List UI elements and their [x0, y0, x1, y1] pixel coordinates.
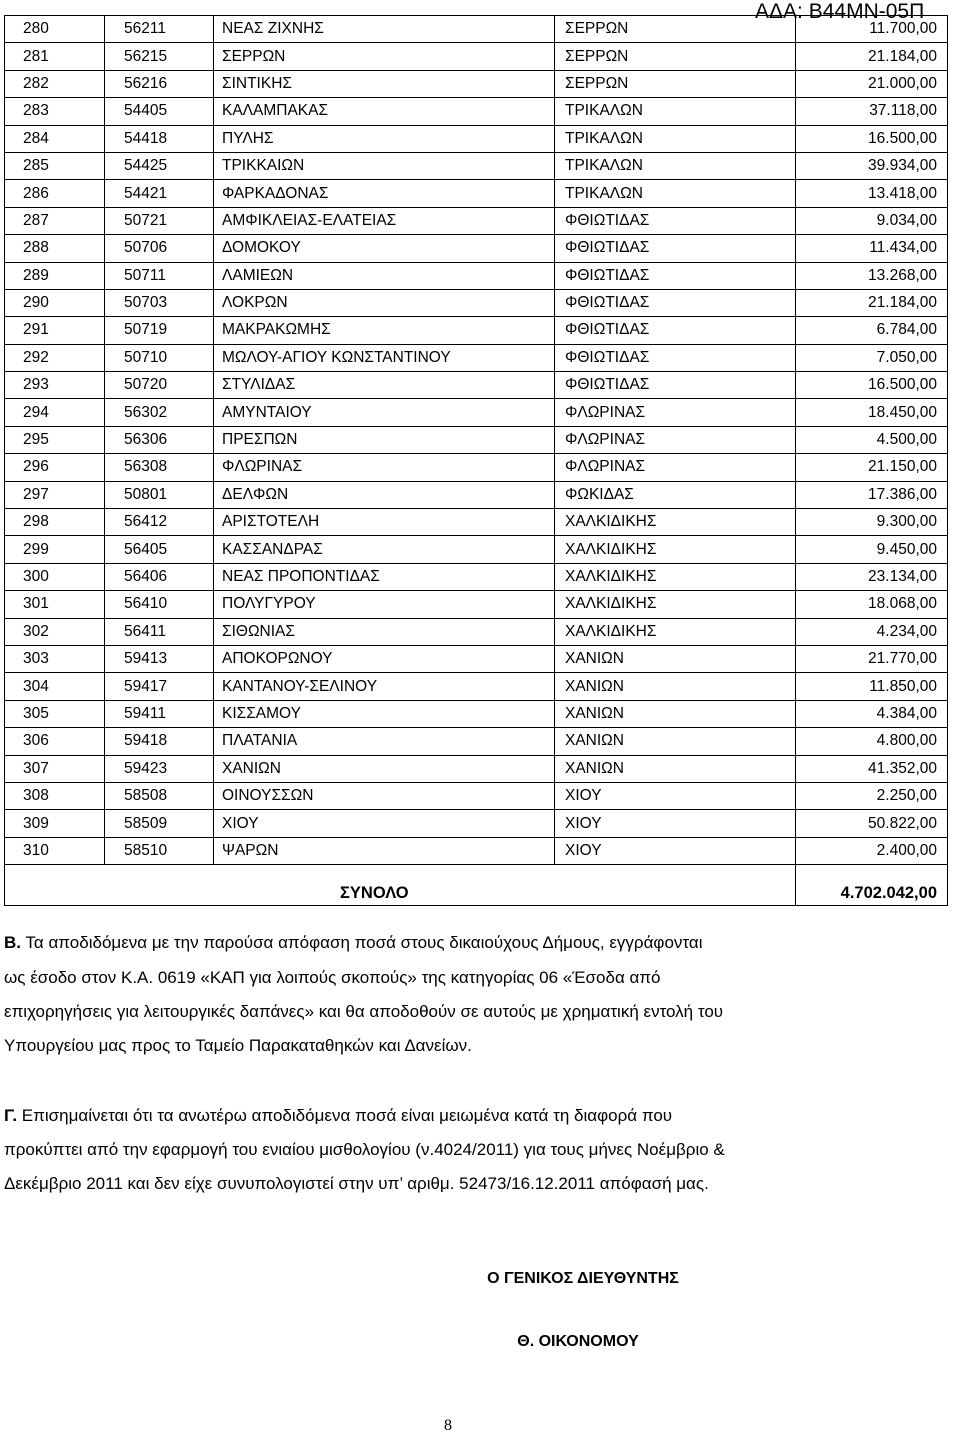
amount: 21.184,00 [796, 43, 948, 70]
paragraph-b-letter: Β. [4, 933, 21, 952]
amount: 50.822,00 [796, 810, 948, 837]
row-number: 292 [5, 344, 105, 371]
municipality-name: ΑΠΟΚΟΡΩΝΟΥ [214, 645, 555, 672]
signature-title: Ο ΓΕΝΙΚΟΣ ΔΙΕΥΘΥΝΤΗΣ [487, 1270, 679, 1287]
municipality-name: ΚΑΝΤΑΝΟΥ-ΣΕΛΙΝΟΥ [214, 673, 555, 700]
amount: 13.268,00 [796, 262, 948, 289]
prefecture-name: ΦΩΚΙΔΑΣ [555, 481, 796, 508]
amount: 16.500,00 [796, 372, 948, 399]
prefecture-name: ΧΙΟΥ [555, 782, 796, 809]
prefecture-name: ΧΑΛΚΙΔΙΚΗΣ [555, 618, 796, 645]
municipality-code: 56216 [105, 70, 214, 97]
prefecture-name: ΧΙΟΥ [555, 810, 796, 837]
paragraph-b-line-1: Τα αποδιδόμενα με την παρούσα απόφαση ποσά στους δικαιούχους Δήμους, εγγράφονται [21, 933, 703, 952]
amount: 41.352,00 [796, 755, 948, 782]
amount: 2.400,00 [796, 837, 948, 864]
municipality-code: 59418 [105, 728, 214, 755]
municipality-name: ΛΟΚΡΩΝ [214, 289, 555, 316]
municipality-code: 59417 [105, 673, 214, 700]
amount: 2.250,00 [796, 782, 948, 809]
table-row [5, 16, 948, 43]
municipality-name: ΔΟΜΟΚΟΥ [214, 235, 555, 262]
row-number: 290 [5, 289, 105, 316]
row-number: 304 [5, 673, 105, 700]
municipality-name: ΚΑΛΑΜΠΑΚΑΣ [214, 98, 555, 125]
table-row [5, 152, 948, 179]
municipality-name: ΑΜΦΙΚΛΕΙΑΣ-ΕΛΑΤΕΙΑΣ [214, 207, 555, 234]
municipality-code: 56211 [105, 16, 214, 43]
row-number: 302 [5, 618, 105, 645]
total-label: ΣΥΝΟΛΟ [5, 865, 796, 906]
prefecture-name: ΦΛΩΡΙΝΑΣ [555, 399, 796, 426]
table-row [5, 810, 948, 837]
row-number: 305 [5, 700, 105, 727]
paragraph-b-line-3: επιχορηγήσεις για λειτουργικές δαπάνες» και θα αποδοθούν σε αυτούς με χρηματική εντολή του [4, 1002, 724, 1021]
amount: 16.500,00 [796, 125, 948, 152]
table-row [5, 70, 948, 97]
prefecture-name: ΧΙΟΥ [555, 837, 796, 864]
prefecture-name: ΣΕΡΡΩΝ [555, 16, 796, 43]
row-number: 307 [5, 755, 105, 782]
table-row [5, 454, 948, 481]
signature-name: Θ. ΟΙΚΟΝΟΜΟΥ [517, 1333, 639, 1350]
table-row [5, 98, 948, 125]
table-row [5, 673, 948, 700]
table-row [5, 618, 948, 645]
row-number: 295 [5, 426, 105, 453]
municipality-code: 50801 [105, 481, 214, 508]
municipality-code: 58508 [105, 782, 214, 809]
row-number: 294 [5, 399, 105, 426]
table-row [5, 782, 948, 809]
amount: 21.000,00 [796, 70, 948, 97]
paragraph-b-line-4: Υπουργείου μας προς το Ταμείο Παρακαταθηκών και Δανείων. [4, 1036, 472, 1055]
row-number: 282 [5, 70, 105, 97]
municipality-name: ΨΑΡΩΝ [214, 837, 555, 864]
paragraph-b [4, 926, 904, 1063]
paragraph-g-line-1: Επισημαίνεται ότι τα ανωτέρω αποδιδόμενα ποσά είναι μειωμένα κατά τη διαφορά που [17, 1106, 673, 1125]
prefecture-name: ΧΑΝΙΩΝ [555, 673, 796, 700]
municipality-code: 58509 [105, 810, 214, 837]
municipality-code: 56308 [105, 454, 214, 481]
municipality-code: 50706 [105, 235, 214, 262]
paragraph-g-line-2: προκύπτει από την εφαρμογή του ενιαίου μισθολογίου (ν.4024/2011) για τους μήνες Νοέμβριο & [4, 1140, 725, 1159]
municipality-name: ΠΡΕΣΠΩΝ [214, 426, 555, 453]
amount: 21.150,00 [796, 454, 948, 481]
row-number: 296 [5, 454, 105, 481]
allocation-table-body [5, 16, 948, 865]
prefecture-name: ΧΑΝΙΩΝ [555, 700, 796, 727]
municipality-code: 50703 [105, 289, 214, 316]
amount: 11.434,00 [796, 235, 948, 262]
row-number: 306 [5, 728, 105, 755]
table-row [5, 426, 948, 453]
row-number: 289 [5, 262, 105, 289]
row-number: 299 [5, 536, 105, 563]
amount: 23.134,00 [796, 563, 948, 590]
table-row [5, 235, 948, 262]
municipality-code: 50710 [105, 344, 214, 371]
municipality-name: ΚΑΣΣΑΝΔΡΑΣ [214, 536, 555, 563]
amount: 11.700,00 [796, 16, 948, 43]
row-number: 297 [5, 481, 105, 508]
municipality-name: ΟΙΝΟΥΣΣΩΝ [214, 782, 555, 809]
municipality-name: ΦΑΡΚΑΔΟΝΑΣ [214, 180, 555, 207]
prefecture-name: ΧΑΛΚΙΔΙΚΗΣ [555, 563, 796, 590]
municipality-code: 59411 [105, 700, 214, 727]
prefecture-name: ΣΕΡΡΩΝ [555, 43, 796, 70]
municipality-code: 54418 [105, 125, 214, 152]
total-amount: 4.702.042,00 [796, 865, 948, 906]
paragraph-g-letter: Γ. [4, 1106, 18, 1125]
table-row [5, 289, 948, 316]
prefecture-name: ΦΘΙΩΤΙΔΑΣ [555, 372, 796, 399]
municipality-code: 56306 [105, 426, 214, 453]
municipality-name: ΚΙΣΣΑΜΟΥ [214, 700, 555, 727]
amount: 6.784,00 [796, 317, 948, 344]
municipality-code: 50711 [105, 262, 214, 289]
prefecture-name: ΧΑΛΚΙΔΙΚΗΣ [555, 536, 796, 563]
table-row [5, 536, 948, 563]
prefecture-name: ΣΕΡΡΩΝ [555, 70, 796, 97]
paragraph-g [4, 1099, 904, 1201]
municipality-name: ΑΡΙΣΤΟΤΕΛΗ [214, 509, 555, 536]
prefecture-name: ΦΘΙΩΤΙΔΑΣ [555, 235, 796, 262]
amount: 37.118,00 [796, 98, 948, 125]
municipality-name: ΠΥΛΗΣ [214, 125, 555, 152]
total-row [5, 865, 948, 906]
amount: 21.184,00 [796, 289, 948, 316]
amount: 18.450,00 [796, 399, 948, 426]
prefecture-name: ΤΡΙΚΑΛΩΝ [555, 125, 796, 152]
amount: 4.500,00 [796, 426, 948, 453]
row-number: 308 [5, 782, 105, 809]
municipality-code: 54405 [105, 98, 214, 125]
row-number: 301 [5, 591, 105, 618]
prefecture-name: ΦΛΩΡΙΝΑΣ [555, 426, 796, 453]
amount: 4.800,00 [796, 728, 948, 755]
municipality-name: ΧΑΝΙΩΝ [214, 755, 555, 782]
municipality-code: 59423 [105, 755, 214, 782]
table-row [5, 399, 948, 426]
table-row [5, 645, 948, 672]
municipality-name: ΝΕΑΣ ΠΡΟΠΟΝΤΙΔΑΣ [214, 563, 555, 590]
table-row [5, 563, 948, 590]
amount: 4.384,00 [796, 700, 948, 727]
row-number: 303 [5, 645, 105, 672]
municipality-code: 56411 [105, 618, 214, 645]
municipality-name: ΣΕΡΡΩΝ [214, 43, 555, 70]
row-number: 286 [5, 180, 105, 207]
table-row [5, 262, 948, 289]
row-number: 283 [5, 98, 105, 125]
amount: 9.450,00 [796, 536, 948, 563]
municipality-name: ΤΡΙΚΚΑΙΩΝ [214, 152, 555, 179]
municipality-name: ΠΟΛΥΓΥΡΟΥ [214, 591, 555, 618]
municipality-name: ΣΙΝΤΙΚΗΣ [214, 70, 555, 97]
prefecture-name: ΦΛΩΡΙΝΑΣ [555, 454, 796, 481]
prefecture-name: ΦΘΙΩΤΙΔΑΣ [555, 289, 796, 316]
amount: 18.068,00 [796, 591, 948, 618]
amount: 4.234,00 [796, 618, 948, 645]
table-row [5, 344, 948, 371]
prefecture-name: ΦΘΙΩΤΙΔΑΣ [555, 317, 796, 344]
amount: 17.386,00 [796, 481, 948, 508]
prefecture-name: ΤΡΙΚΑΛΩΝ [555, 180, 796, 207]
prefecture-name: ΧΑΝΙΩΝ [555, 645, 796, 672]
table-row [5, 481, 948, 508]
row-number: 310 [5, 837, 105, 864]
municipality-code: 56406 [105, 563, 214, 590]
municipality-name: ΜΑΚΡΑΚΩΜΗΣ [214, 317, 555, 344]
table-row [5, 43, 948, 70]
table-row [5, 125, 948, 152]
page-number: 8 [444, 1417, 452, 1434]
municipality-name: ΣΙΘΩΝΙΑΣ [214, 618, 555, 645]
table-row [5, 372, 948, 399]
table-row [5, 591, 948, 618]
municipality-code: 56302 [105, 399, 214, 426]
row-number: 298 [5, 509, 105, 536]
prefecture-name: ΧΑΝΙΩΝ [555, 728, 796, 755]
row-number: 284 [5, 125, 105, 152]
row-number: 291 [5, 317, 105, 344]
amount: 7.050,00 [796, 344, 948, 371]
paragraph-g-line-3: Δεκέμβριο 2011 και δεν είχε συνυπολογιστεί στην υπ’ αριθμ. 52473/16.12.2011 απόφασή μας. [4, 1174, 709, 1193]
prefecture-name: ΤΡΙΚΑΛΩΝ [555, 98, 796, 125]
table-row [5, 755, 948, 782]
municipality-code: 50719 [105, 317, 214, 344]
municipality-code: 56410 [105, 591, 214, 618]
municipality-name: ΛΑΜΙΕΩΝ [214, 262, 555, 289]
municipality-code: 50720 [105, 372, 214, 399]
amount: 9.300,00 [796, 509, 948, 536]
amount: 21.770,00 [796, 645, 948, 672]
row-number: 309 [5, 810, 105, 837]
paragraph-b-line-2: ως έσοδο στον Κ.Α. 0619 «ΚΑΠ για λοιπούς σκοπούς» της κατηγορίας 06 «Έσοδα από [4, 968, 661, 987]
prefecture-name: ΧΑΝΙΩΝ [555, 755, 796, 782]
municipality-name: ΔΕΛΦΩΝ [214, 481, 555, 508]
municipality-name: ΠΛΑΤΑΝΙΑ [214, 728, 555, 755]
municipality-name: ΧΙΟΥ [214, 810, 555, 837]
row-number: 287 [5, 207, 105, 234]
municipality-code: 56215 [105, 43, 214, 70]
row-number: 281 [5, 43, 105, 70]
municipality-name: ΦΛΩΡΙΝΑΣ [214, 454, 555, 481]
table-row [5, 837, 948, 864]
prefecture-name: ΧΑΛΚΙΔΙΚΗΣ [555, 509, 796, 536]
prefecture-name: ΧΑΛΚΙΔΙΚΗΣ [555, 591, 796, 618]
table-row [5, 207, 948, 234]
table-row [5, 317, 948, 344]
row-number: 288 [5, 235, 105, 262]
municipality-name: ΝΕΑΣ ΖΙΧΝΗΣ [214, 16, 555, 43]
row-number: 285 [5, 152, 105, 179]
amount: 11.850,00 [796, 673, 948, 700]
prefecture-name: ΦΘΙΩΤΙΔΑΣ [555, 207, 796, 234]
table-row [5, 728, 948, 755]
municipality-code: 54425 [105, 152, 214, 179]
municipality-code: 56405 [105, 536, 214, 563]
prefecture-name: ΦΘΙΩΤΙΔΑΣ [555, 262, 796, 289]
municipality-name: ΣΤΥΛΙΔΑΣ [214, 372, 555, 399]
row-number: 293 [5, 372, 105, 399]
table-row [5, 509, 948, 536]
municipality-name: ΜΩΛΟΥ-ΑΓΙΟΥ ΚΩΝΣΤΑΝΤΙΝΟΥ [214, 344, 555, 371]
row-number: 300 [5, 563, 105, 590]
ada-stamp: ΑΔΑ: Β44ΜΝ-05Π [755, 0, 925, 23]
municipality-code: 58510 [105, 837, 214, 864]
amount: 13.418,00 [796, 180, 948, 207]
allocation-table [4, 15, 948, 906]
municipality-name: ΑΜΥΝΤΑΙΟΥ [214, 399, 555, 426]
amount: 9.034,00 [796, 207, 948, 234]
prefecture-name: ΤΡΙΚΑΛΩΝ [555, 152, 796, 179]
table-row [5, 700, 948, 727]
row-number: 280 [5, 16, 105, 43]
amount: 39.934,00 [796, 152, 948, 179]
prefecture-name: ΦΘΙΩΤΙΔΑΣ [555, 344, 796, 371]
table-row [5, 180, 948, 207]
municipality-code: 59413 [105, 645, 214, 672]
municipality-code: 56412 [105, 509, 214, 536]
municipality-code: 50721 [105, 207, 214, 234]
municipality-code: 54421 [105, 180, 214, 207]
